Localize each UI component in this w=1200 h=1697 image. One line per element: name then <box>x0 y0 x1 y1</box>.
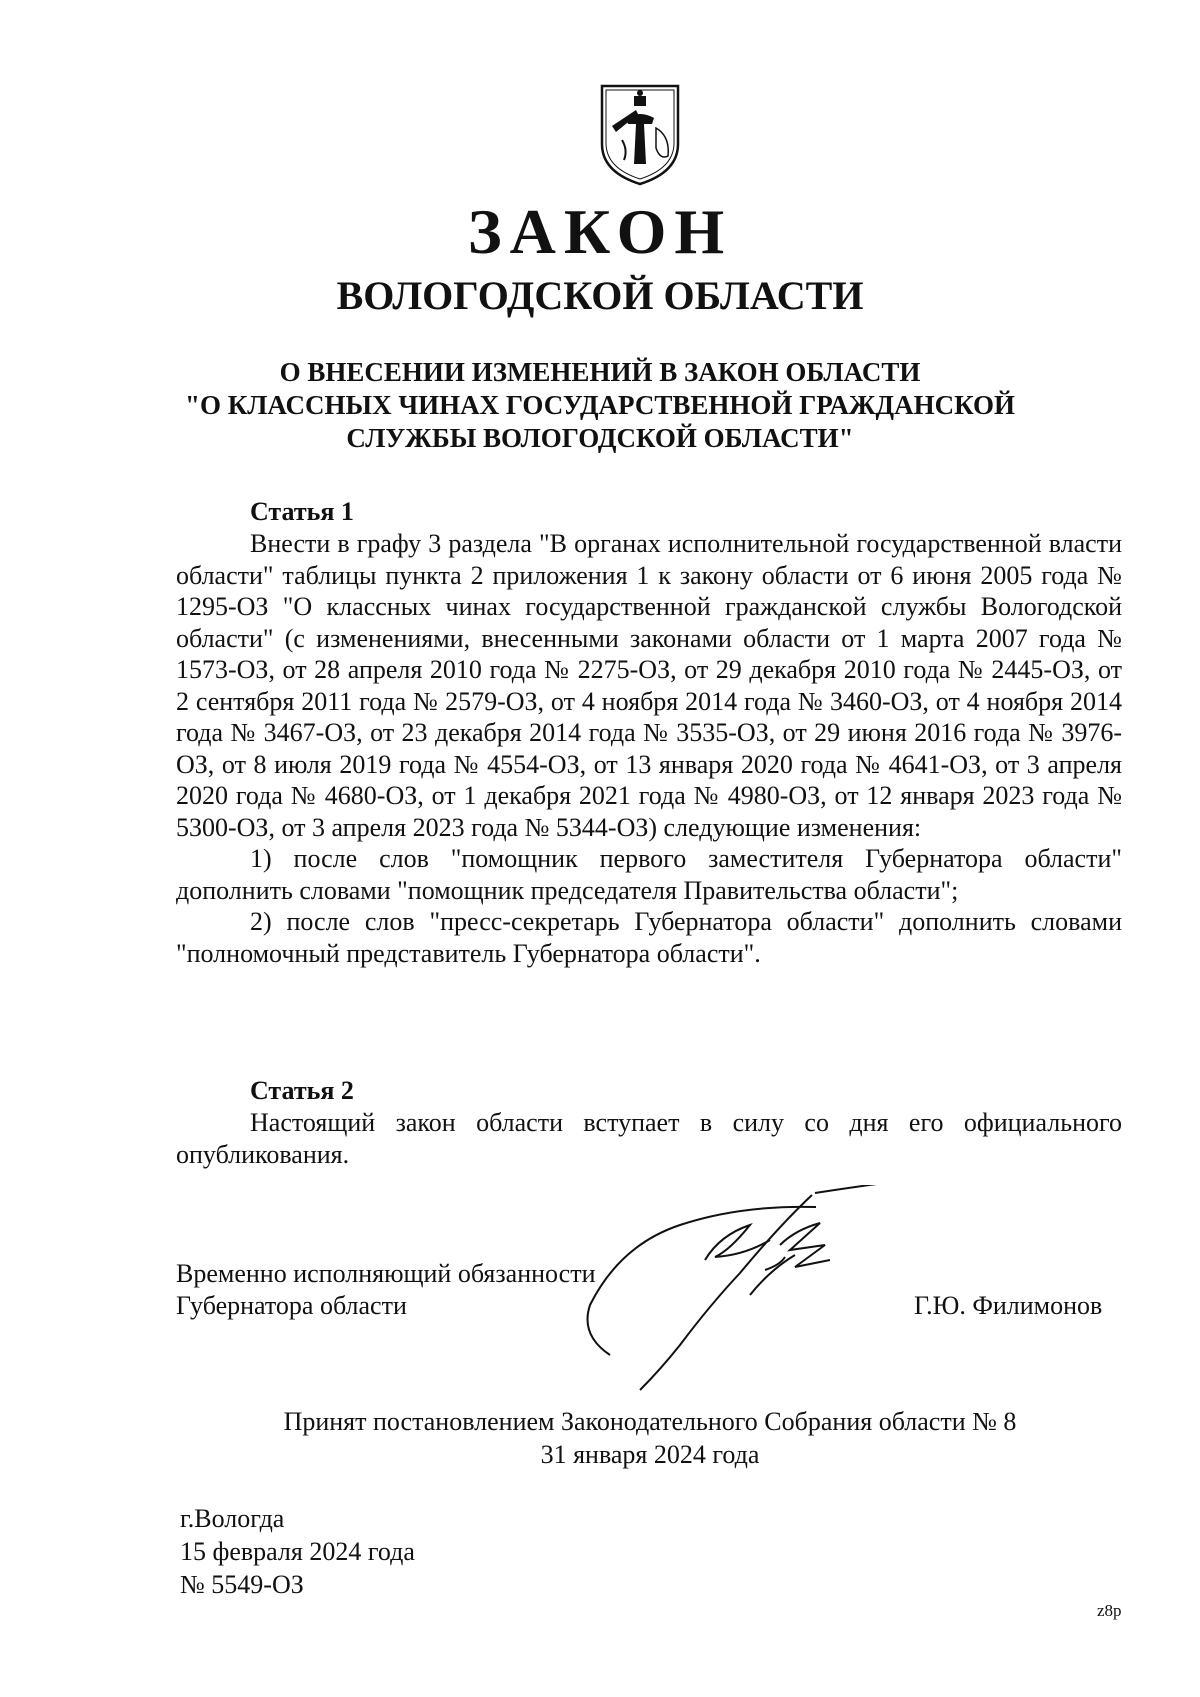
document-region: ВОЛОГОДСКОЙ ОБЛАСТИ <box>336 273 864 318</box>
adoption-note <box>0 1405 1200 1471</box>
article2-heading: Статья 2 <box>250 1076 354 1105</box>
document-footer <box>180 1502 415 1601</box>
footer-date: 15 февраля 2024 года <box>180 1537 415 1566</box>
article2-text: Настоящий закон области вступает в силу со дня его официального опубликования. <box>176 1108 1122 1169</box>
footer-number: № 5549-ОЗ <box>180 1570 304 1599</box>
signatory-position-line2: Губернатора области <box>176 1291 407 1320</box>
coat-of-arms-icon <box>598 80 682 186</box>
subtitle-line: О ВНЕСЕНИИ ИЗМЕНЕНИЙ В ЗАКОН ОБЛАСТИ <box>279 357 921 387</box>
article1-text: Внести в графу 3 раздела "В органах исполнительной государственной власти области" таблицы пункта 2 приложения 1 к закону области от 6 июня 2005 года № 1295-ОЗ "О классных чинах государственной гражданской службы Вологодской области" (с изменениями, внесенными законами области от 1 марта 2007 года № 1573-ОЗ, от 28 апреля 2010 года № 2275-ОЗ, от 29 декабря 2010 года № 2445-ОЗ, от 2 сентября 2011 года № 2579-ОЗ, от 4 ноября 2014 года № 3460-ОЗ, от 4 ноября 2014 года № 3467-ОЗ, от 23 декабря 2014 года № 3535-ОЗ, от 29 июня 2016 года № 3976-ОЗ, от 8 июля 2019 года № 4554-ОЗ, от 13 января 2020 года № 4641-ОЗ, от 3 апреля 2020 года № 4680-ОЗ, от 1 декабря 2021 года № 4980-ОЗ, от 12 января 2023 года № 5300-ОЗ, от 3 апреля 2023 года № 5344-ОЗ) следующие изменения: <box>176 529 1122 842</box>
adoption-line2: 31 января 2024 года <box>540 1440 760 1469</box>
article1-item1: 1) после слов "помощник первого заместителя Губернатора области" дополнить словами "помощник председателя Правительства области"; <box>176 844 1122 905</box>
footer-city: г.Вологда <box>180 1504 285 1533</box>
subtitle-line: "О КЛАССНЫХ ЧИНАХ ГОСУДАРСТВЕННОЙ ГРАЖДАНСКОЙ <box>184 390 1016 420</box>
article1-item2: 2) после слов "пресс-секретарь Губернатора области" дополнить словами "полномочный представитель Губернатора области". <box>176 907 1122 968</box>
signatory-position <box>176 1258 596 1322</box>
document-subtitle <box>0 356 1200 455</box>
document-code: z8p <box>1097 1601 1122 1620</box>
article1-heading: Статья 1 <box>250 497 354 526</box>
article1-body <box>176 528 1122 969</box>
signatory-position-line1: Временно исполняющий обязанности <box>176 1259 596 1288</box>
signatory-name: Г.Ю. Филимонов <box>914 1291 1103 1320</box>
adoption-line1: Принят постановлением Законодательного Собрания области № 8 <box>283 1407 1017 1436</box>
document-title: ЗАКОН <box>467 196 733 267</box>
subtitle-line: СЛУЖБЫ ВОЛОГОДСКОЙ ОБЛАСТИ" <box>346 423 854 453</box>
article2-body <box>176 1107 1122 1170</box>
